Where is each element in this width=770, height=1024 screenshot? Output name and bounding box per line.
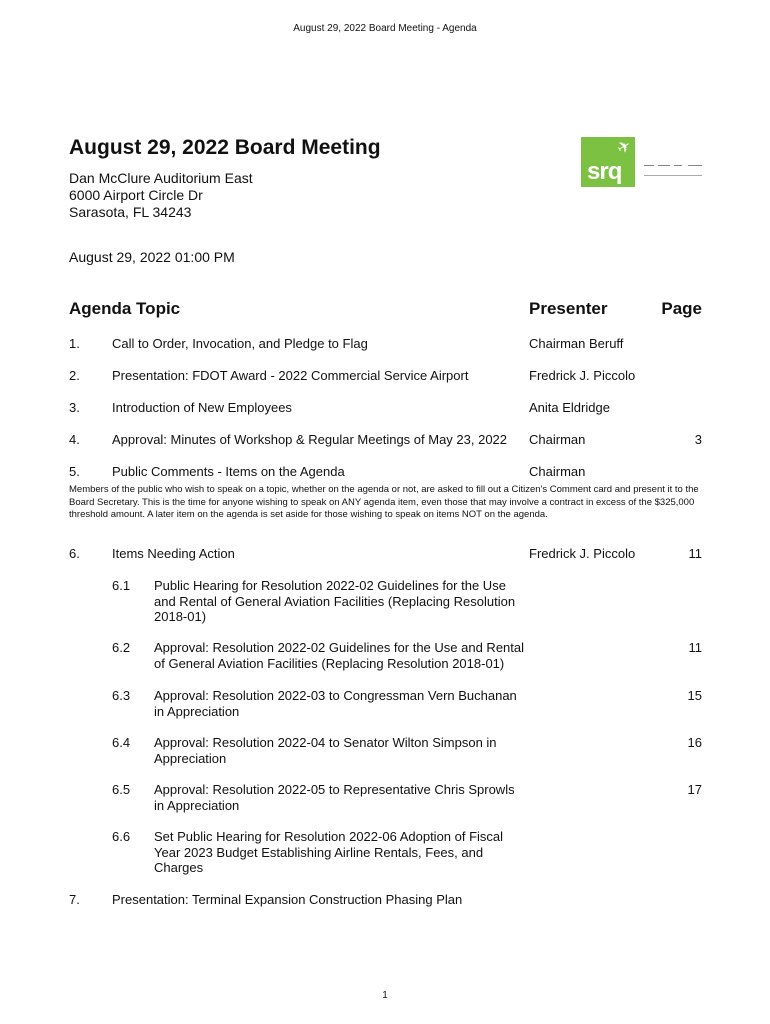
column-header-page: Page [661, 299, 702, 318]
subitem-topic: Approval: Resolution 2022-04 to Senator Wilton Simpson in Appreciation [154, 735, 497, 766]
page-number: 1 [382, 990, 388, 1001]
agenda-item-topic: Presentation: FDOT Award - 2022 Commercial Service Airport [112, 368, 469, 383]
agenda-item-presenter: Chairman Beruff [529, 336, 624, 351]
meeting-datetime: August 29, 2022 01:00 PM [69, 249, 235, 265]
agenda-item-topic: Call to Order, Invocation, and Pledge to Flag [112, 336, 368, 351]
agenda-item-number: 1. [69, 336, 80, 351]
column-header-presenter: Presenter [529, 299, 608, 318]
airplane-icon: ✈ [613, 136, 635, 159]
agenda-item-number: 7. [69, 892, 80, 907]
logo-wordmark [644, 163, 704, 184]
location-line-2: 6000 Airport Circle Dr [69, 187, 203, 203]
agenda-item-page: 11 [688, 546, 702, 561]
public-comment-note: Members of the public who wish to speak on a topic, whether on the agenda or not, are asked to fill out a Citizen's Comment card and present it to the Board Secretary. This is the time for anyone wishing to speak on ANY agenda item, even those that may involve a contract in excess of the $325,000 threshold amount. A later item on the agenda is set aside for those wishing to speak on items NOT on the agenda. [69, 484, 699, 520]
agenda-item-topic: Presentation: Terminal Expansion Construction Phasing Plan [112, 892, 463, 907]
agenda-item-topic: Items Needing Action [112, 546, 235, 561]
agenda-item-number: 5. [69, 464, 80, 479]
subitem-number: 6.5 [112, 782, 131, 797]
subitem-topic: Approval: Resolution 2022-03 to Congressman Vern Buchanan in Appreciation [154, 688, 517, 719]
agenda-item-number: 3. [69, 400, 80, 415]
page-title: August 29, 2022 Board Meeting [69, 136, 381, 159]
agenda-item-presenter: Fredrick J. Piccolo [529, 546, 636, 561]
agenda-item-topic: Public Comments - Items on the Agenda [112, 464, 345, 479]
subitem-topic: Public Hearing for Resolution 2022-02 Guidelines for the Use and Rental of General Aviation Facilities (Replacing Resolution 2018-01) [154, 578, 516, 624]
agenda-item-presenter: Anita Eldridge [529, 400, 610, 415]
location-line-1: Dan McClure Auditorium East [69, 170, 253, 186]
subitem-topic: Approval: Resolution 2022-02 Guidelines for the Use and Rental of General Aviation Facilities (Replacing Resolution 2018-01) [154, 640, 525, 671]
agenda-item-presenter: Chairman [529, 432, 586, 447]
agenda-item-number: 6. [69, 546, 80, 561]
agenda-item-presenter: Fredrick J. Piccolo [529, 368, 636, 383]
subitem-page: 16 [687, 735, 702, 750]
subitem-page: 15 [687, 688, 702, 703]
logo-text: srq [587, 158, 622, 185]
running-header: August 29, 2022 Board Meeting - Agenda [293, 23, 477, 34]
subitem-number: 6.1 [112, 578, 131, 593]
agenda-item-topic: Approval: Minutes of Workshop & Regular Meetings of May 23, 2022 [112, 432, 508, 447]
subitem-number: 6.6 [112, 829, 131, 844]
subitem-page: 11 [688, 640, 702, 655]
location-line-3: Sarasota, FL 34243 [69, 204, 192, 220]
agenda-item-number: 4. [69, 432, 80, 447]
subitem-topic: Set Public Hearing for Resolution 2022-06 Adoption of Fiscal Year 2023 Budget Establishing Airline Rentals, Fees, and Charges [154, 829, 504, 875]
subitem-page: 17 [687, 782, 702, 797]
subitem-number: 6.3 [112, 688, 131, 703]
subitem-topic: Approval: Resolution 2022-05 to Representative Chris Sprowls in Appreciation [154, 782, 515, 813]
agenda-item-number: 2. [69, 368, 80, 383]
subitem-number: 6.2 [112, 640, 131, 655]
subitem-number: 6.4 [112, 735, 131, 750]
column-header-topic: Agenda Topic [69, 299, 181, 318]
agenda-item-presenter: Chairman [529, 464, 586, 479]
logo-wordmark-graphic [644, 163, 704, 181]
agenda-item-page: 3 [694, 432, 702, 447]
agenda-item-topic: Introduction of New Employees [112, 400, 292, 415]
srq-logo [581, 137, 635, 187]
